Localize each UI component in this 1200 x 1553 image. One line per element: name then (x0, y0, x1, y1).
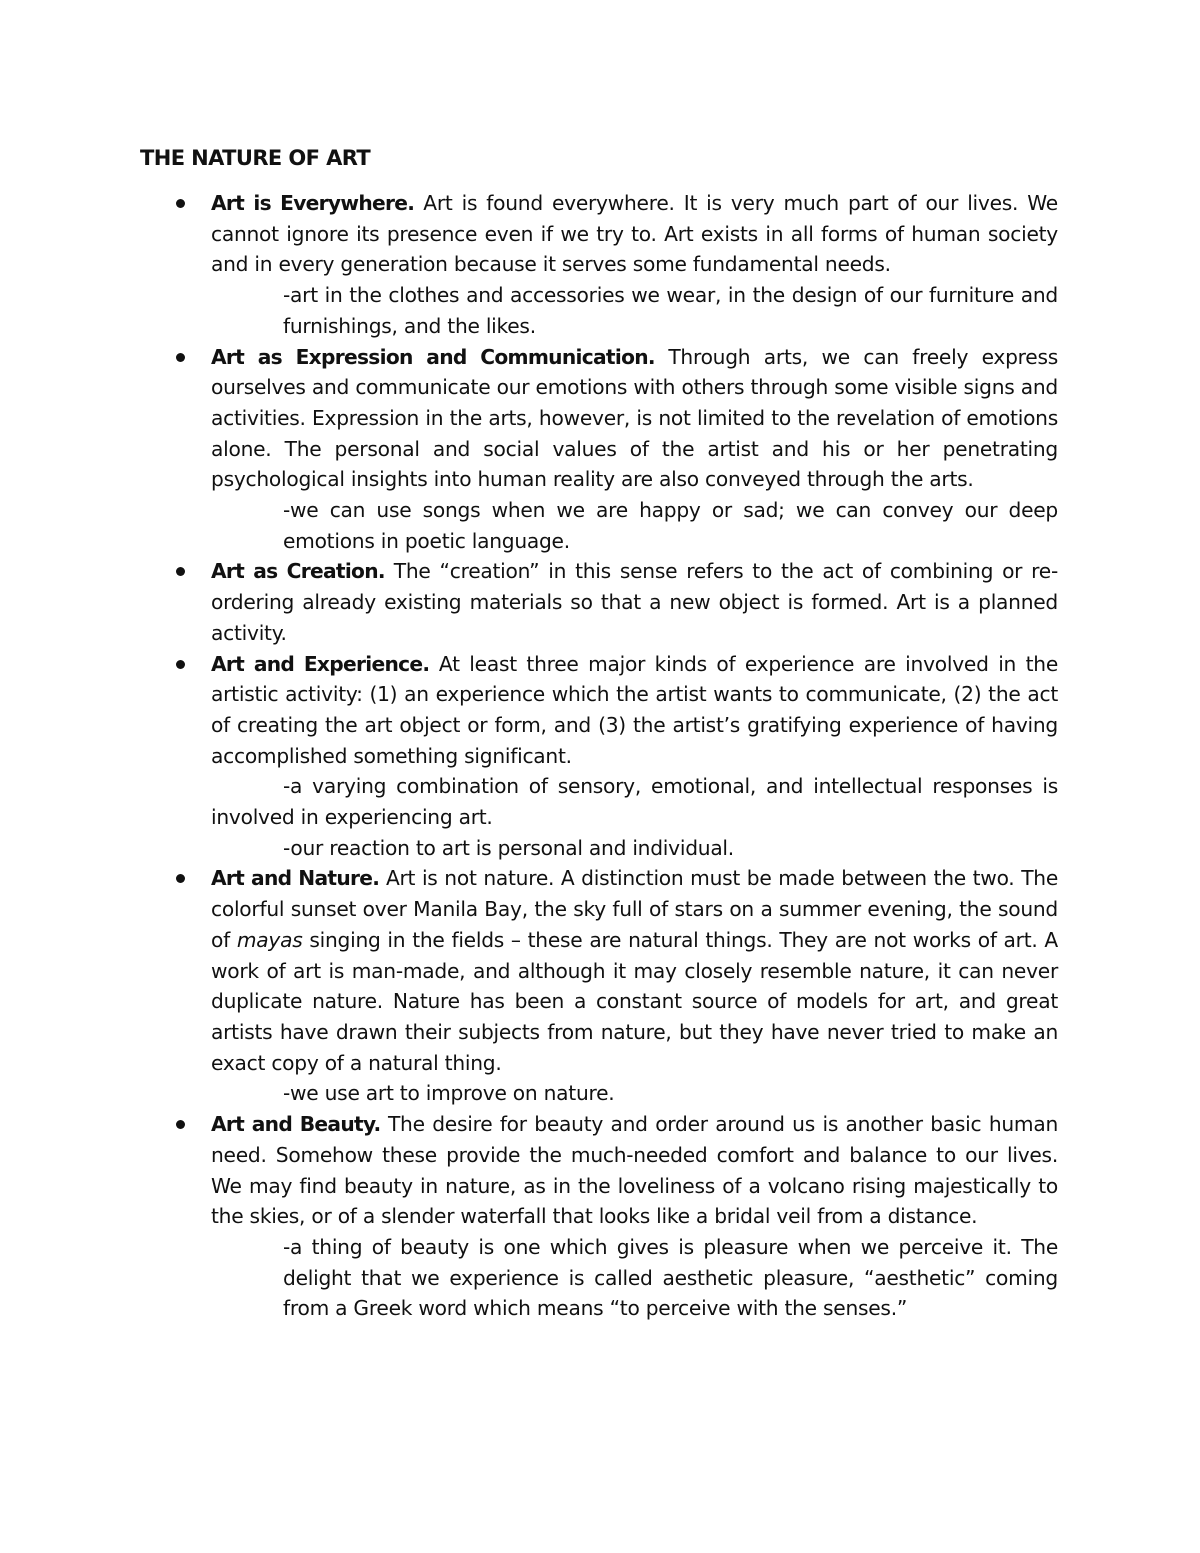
section-note: -art in the clothes and accessories we wear, in the design of our furniture and furnishings, and the likes. (283, 283, 1058, 338)
bullet-dot-icon (176, 567, 185, 576)
section-note: -a varying combination of sensory, emotional, and intellectual responses is involved in experiencing art. (211, 774, 1058, 830)
section-heading: Art is Everywhere. (211, 191, 415, 215)
list-item-everywhere (211, 188, 1058, 342)
section-note: -we can use songs when we are happy or sad; we can convey our deep emotions in poetic language. (283, 498, 1058, 553)
list-item-creation (211, 556, 1058, 648)
paragraph (211, 342, 1058, 496)
section-body: The “creation” in this sense refers to the act of combining or re-ordering already existing materials so that a new object is formed. Art is a planned activity. (211, 559, 1058, 645)
paragraph (211, 1109, 1058, 1232)
section-heading: Art as Creation. (211, 559, 385, 584)
topic-list (211, 188, 1058, 1324)
paragraph (211, 188, 1058, 280)
section-note: -a thing of beauty is one which gives is pleasure when we perceive it. The delight that we experience is called aesthetic pleasure, “aesthetic” coming from a Greek word which means “to perceive with the senses.” (283, 1234, 1058, 1321)
bullet-dot-icon (176, 874, 185, 883)
section-body: At least three major kinds of experience are involved in the artistic activity: (1) an experience which the artist wants to communicate, (2) the act of creating the art object or form, and (3) the artist’s gratifying experience of having accomplished something significant. (211, 651, 1058, 768)
section-heading: Art and Beauty. (211, 1112, 381, 1137)
section-body: singing in the fields – these are natural things. They are not works of art. A work of art is man-made, and although it may closely resemble nature, it can never duplicate nature. Nature has been a constant source of models for art, and great artists have drawn their subjects from nature, but they have never tried to make an exact copy of a natural thing. (211, 927, 1058, 1075)
bullet-dot-icon (176, 199, 185, 208)
section-body: Art is found everywhere. It is very much part of our lives. We cannot ignore its presence even if we try to. Art exists in all forms of human society and in every generation because it serves some fundamental needs. (211, 191, 1058, 277)
bullet-dot-icon (176, 660, 185, 669)
paragraph (211, 556, 1058, 648)
list-item-experience (211, 649, 1058, 864)
paragraph (211, 863, 1058, 1078)
section-heading: Art and Nature. (211, 866, 380, 891)
section-heading: Art as Expression and Communication. (211, 344, 655, 369)
list-item-beauty (211, 1109, 1058, 1324)
list-item-expression (211, 342, 1058, 557)
section-heading: Art and Experience. (211, 651, 430, 676)
list-item-nature (211, 863, 1058, 1109)
section-body: The desire for beauty and order around us is another basic human need. Somehow these provide the much-needed comfort and balance to our lives. We may find beauty in nature, as in the loveliness of a volcano rising majestically to the skies, or of a slender waterfall that looks like a bridal veil from a distance. (211, 1112, 1058, 1229)
section-note: -we use art to improve on nature. (283, 1081, 615, 1106)
paragraph (211, 649, 1058, 772)
section-body: Art is not nature. A distinction must be made between the two. The colorful sunset over Manila Bay, the sky full of stars on a summer evening, the sound of (211, 866, 1059, 952)
italic-term: mayas (236, 927, 303, 952)
section-note: -our reaction to art is personal and individual. (283, 835, 734, 860)
bullet-dot-icon (176, 1120, 185, 1129)
bullet-dot-icon (176, 353, 185, 362)
page-title: THE NATURE OF ART (140, 146, 371, 170)
section-body: Through arts, we can freely express ourselves and communicate our emotions with others through some visible signs and activities. Expression in the arts, however, is not limited to the revelation of emotions alone. The personal and social values of the artist and his or her penetrating psychological insights into human reality are also conveyed through the arts. (211, 344, 1058, 492)
